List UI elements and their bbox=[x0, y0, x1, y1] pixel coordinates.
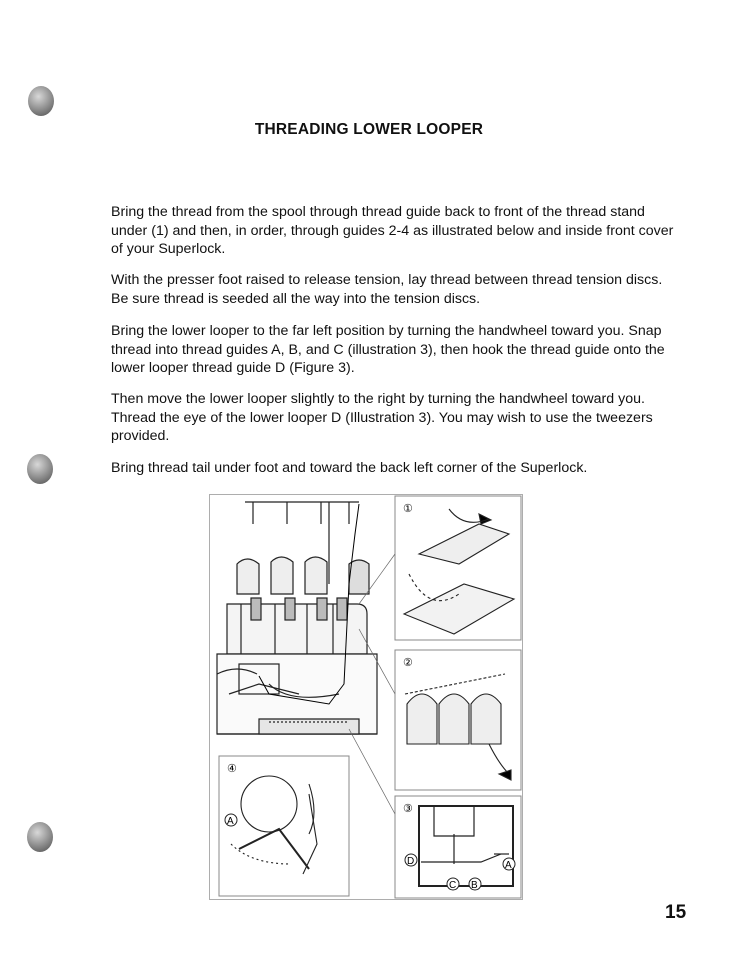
paragraph-2: With the presser foot raised to release tension, lay thread between thread tension discs. Be sure thread is seeded all the way into the tension discs. bbox=[111, 272, 663, 307]
paragraph-5: Bring thread tail under foot and toward the back left corner of the Superlock. bbox=[111, 460, 588, 476]
callout-1-label: ① bbox=[403, 503, 413, 515]
guide-a-label: A bbox=[505, 860, 512, 871]
paragraph-3: Bring the lower looper to the far left position by turning the handwheel toward you. Snap thread into thread guides A, B, and C (illustration 3), then hook the thread guide onto the lower looper thread guide D (Figure 3). bbox=[111, 323, 665, 376]
callout-2-label: ② bbox=[403, 657, 413, 669]
page-title: THREADING LOWER LOOPER bbox=[254, 121, 484, 138]
callout-3-label: ③ bbox=[403, 803, 413, 815]
callout-4-label: ④ bbox=[227, 763, 237, 775]
guide-d-label: D bbox=[407, 856, 415, 867]
paragraph-4: Then move the lower looper slightly to the right by turning the handwheel toward you. Thread the eye of the lower looper D (Illustration 3). You may wish to use the tweezers provided. bbox=[111, 391, 653, 444]
page-number: 15 bbox=[665, 902, 687, 923]
callout-4-guide-a-label: A bbox=[227, 816, 234, 827]
binder-hole-top bbox=[28, 86, 54, 116]
binder-hole-bottom bbox=[27, 822, 53, 852]
paragraph-1: Bring the thread from the spool through thread guide back to front of the thread stand under (1) and then, in order, through guides 2-4 as illustrated below and inside front cover of your Superlock. bbox=[111, 204, 674, 257]
threading-illustration bbox=[209, 494, 523, 900]
guide-c-label: C bbox=[449, 880, 457, 891]
guide-b-label: B bbox=[471, 880, 478, 891]
binder-hole-middle bbox=[27, 454, 53, 484]
